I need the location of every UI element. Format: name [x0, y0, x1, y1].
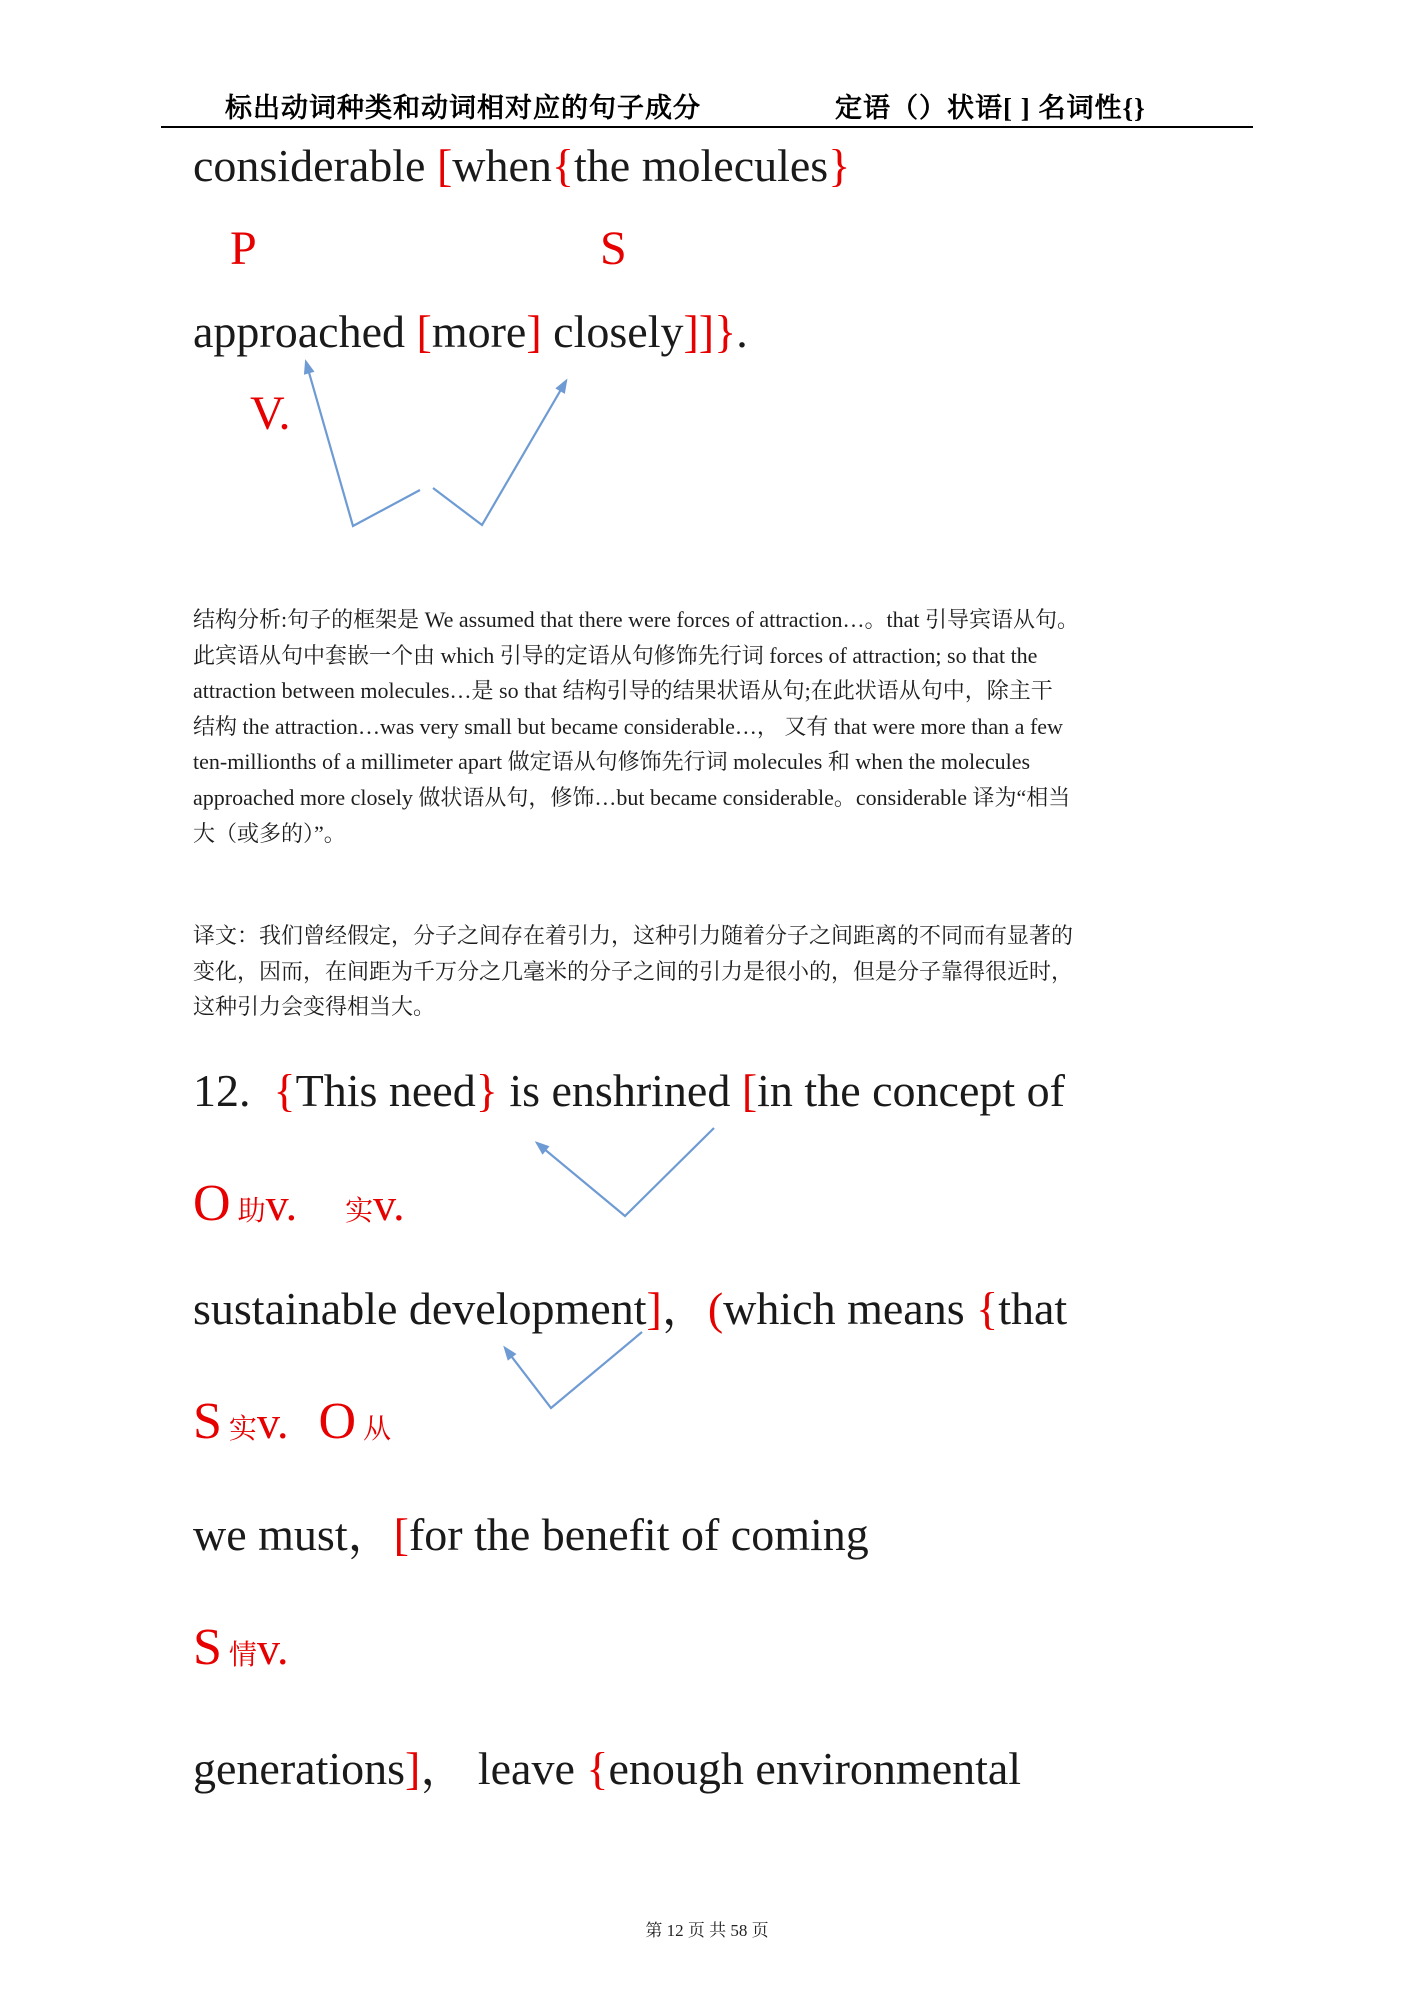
text-segment: ]	[405, 1743, 421, 1794]
text-segment: [	[436, 140, 453, 191]
text-segment: sustainable development	[193, 1283, 647, 1334]
sentence12-annotation-row-2	[193, 1393, 392, 1450]
translation-paragraph	[193, 918, 1249, 1025]
text-segment: in the concept of	[757, 1065, 1065, 1116]
text-segment: O	[318, 1393, 357, 1450]
text-segment: {	[273, 1065, 296, 1116]
text-segment: v.	[373, 1179, 405, 1230]
sentence12-line-4	[193, 1743, 1021, 1796]
text-segment: ，	[661, 1283, 708, 1334]
header-rule	[161, 126, 1253, 128]
paragraph-line: 结构分析:句子的框架是 We assumed that there were forces of attraction…。that 引导宾语从句。	[193, 607, 1079, 632]
text-segment: S	[193, 1393, 222, 1450]
text-segment: [	[741, 1065, 758, 1116]
arrow-to-closely	[433, 381, 566, 525]
text-segment: O	[193, 1175, 231, 1232]
text-segment: when	[452, 140, 552, 191]
text-segment: }	[828, 140, 851, 191]
sentence12-line-3	[193, 1509, 869, 1562]
text-segment: {	[551, 140, 575, 191]
paragraph-line: 变化，因而，在间距为千万分之几毫米的分子之间的引力是很小的，但是分子靠得很近时，	[193, 958, 1074, 984]
text-segment: {	[586, 1743, 609, 1794]
text-segment: }	[475, 1065, 498, 1116]
text-segment: [	[393, 1509, 409, 1560]
sentence-line-approached	[193, 306, 748, 359]
text-segment: v.	[256, 1397, 289, 1448]
text-segment: enough environmental	[608, 1743, 1022, 1794]
paragraph-line: 大（或多的）”。	[193, 820, 346, 846]
paragraph-line: 译文：我们曾经假定，分子之间存在着引力，这种引力随着分子之间距离的不同而有显著的	[193, 923, 1074, 948]
text-segment: we must	[193, 1509, 348, 1560]
paragraph-line: approached more closely 做状语从句，修饰…but became considerable。considerable 译为“相当	[193, 784, 1071, 810]
sentence12-line-2	[193, 1283, 1067, 1336]
sentence-line-considerable	[193, 140, 850, 193]
text-segment: 实	[221, 1414, 257, 1445]
paragraph-line: 此宾语从句中套嵌一个由 which 引导的定语从句修饰先行词 forces of attraction; so that the	[193, 642, 1038, 668]
paragraph-line: ten-millionths of a millimeter apart 做定语从句修饰先行词 molecules 和 when the molecules	[193, 749, 1031, 775]
text-segment: which means	[723, 1283, 977, 1334]
text-segment: is enshrined	[497, 1065, 742, 1116]
grammar-label-v: V.	[250, 387, 291, 440]
text-segment: more	[431, 306, 527, 357]
header-legend: 定语（）状语[ ] 名词性{}	[835, 93, 1146, 123]
text-segment: considerable	[193, 140, 437, 191]
text-segment: 助	[230, 1196, 266, 1227]
text-segment: (	[707, 1283, 724, 1334]
paragraph-line: attraction between molecules…是 so that 结构引导的结果状语从句;在此状语从句中，除主干	[193, 678, 1053, 704]
text-segment: ]	[526, 306, 542, 357]
page-number: 第 12 页 共 58 页	[645, 1921, 769, 1940]
text-segment: .	[736, 306, 748, 357]
text-segment: 12.	[193, 1065, 274, 1116]
text-segment: [	[416, 306, 432, 357]
text-segment: ]]}	[683, 306, 737, 357]
paragraph-line: 这种引力会变得相当大。	[193, 994, 436, 1020]
arrow-to-approached	[306, 362, 420, 526]
text-segment: ]	[646, 1283, 662, 1334]
text-segment: v.	[256, 1623, 289, 1674]
text-segment: leave	[466, 1743, 587, 1794]
paragraph-line: 结构 the attraction…was very small but became considerable…， 又有 that were more than a few	[193, 713, 1063, 739]
text-segment: 从	[356, 1414, 392, 1445]
text-segment: S	[193, 1619, 222, 1676]
sentence12-annotation-row-1	[193, 1175, 405, 1232]
text-segment: This need	[295, 1065, 476, 1116]
text-segment: ，	[347, 1509, 394, 1560]
text-segment: 实	[345, 1196, 374, 1227]
text-segment: 情	[221, 1640, 257, 1671]
sentence12-annotation-row-3	[193, 1619, 289, 1676]
text-segment: generations	[193, 1743, 406, 1794]
text-segment: approached	[193, 306, 417, 357]
header-instruction: 标出动词种类和动词相对应的句子成分	[225, 93, 701, 123]
text-segment: for the benefit of coming	[408, 1509, 869, 1560]
arrow-to-enshrined	[537, 1128, 714, 1216]
sentence12-line-1	[193, 1065, 1065, 1118]
arrow-to-development	[505, 1332, 642, 1408]
grammar-label-s: S	[600, 222, 627, 275]
text-segment: closely	[541, 306, 684, 357]
grammar-label-p: P	[230, 222, 257, 275]
text-segment: v.	[265, 1179, 298, 1230]
text-segment: {	[976, 1283, 999, 1334]
text-segment: that	[998, 1283, 1068, 1334]
text-segment: the molecules	[574, 140, 829, 191]
text-segment: ，	[420, 1743, 467, 1794]
structure-analysis-paragraph	[193, 602, 1249, 851]
